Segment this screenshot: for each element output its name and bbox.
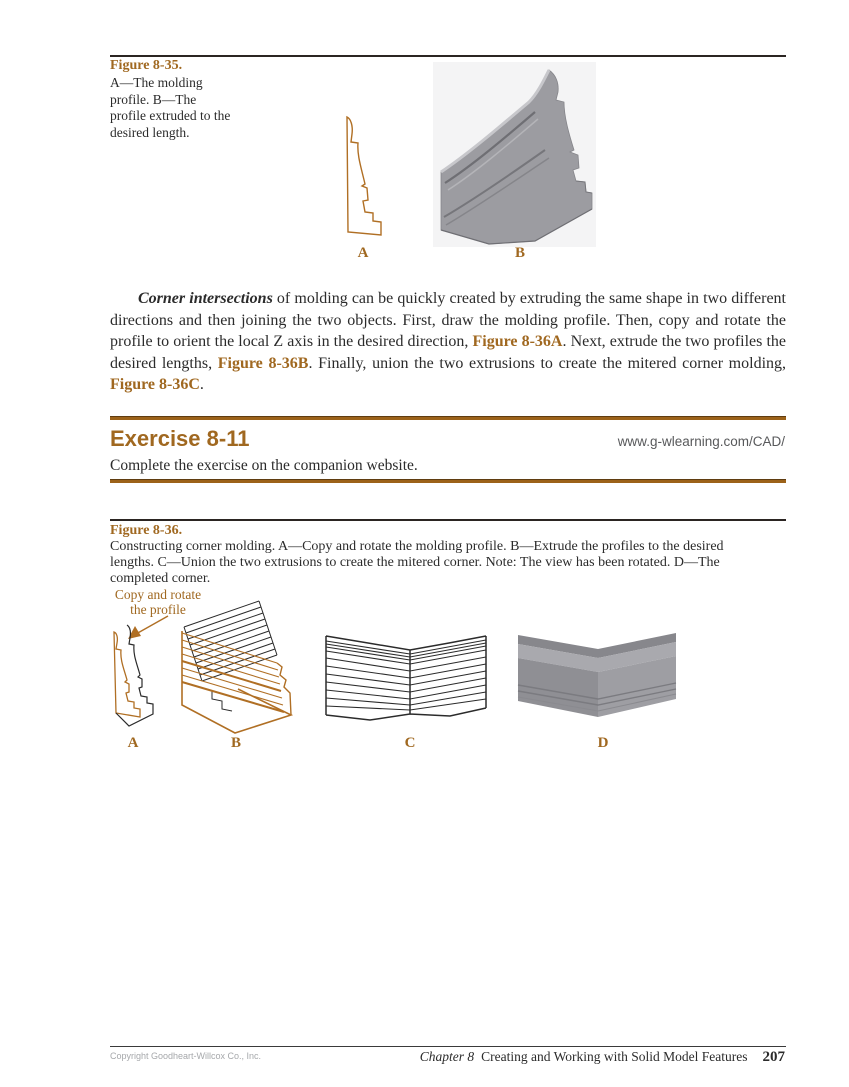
figure-ref-8-36b: Figure 8-36B xyxy=(217,354,309,372)
figure-8-36-label-a: A xyxy=(127,735,139,751)
figure-8-36-top-rule xyxy=(110,519,786,521)
footer-copyright: Copyright Goodheart-Willcox Co., Inc. xyxy=(110,1051,262,1061)
figure-8-36-label-b: B xyxy=(230,735,241,751)
wireframe-extrusions-image xyxy=(172,585,298,738)
page-number: 207 xyxy=(762,1049,785,1065)
exercise-top-rule xyxy=(110,416,786,420)
figure-ref-8-36c: Figure 8-36C xyxy=(110,376,200,394)
figure-8-36-label-c: C xyxy=(404,735,416,751)
figure-8-35-caption: A—The molding profile. B—The profile extruded to the desired length. xyxy=(110,75,231,140)
paragraph-text-4: . xyxy=(199,376,204,394)
figure-8-35-title: Figure 8-35. xyxy=(110,58,183,73)
figure-8-36-label-d: D xyxy=(597,735,609,751)
footer-rule xyxy=(110,1046,786,1047)
exercise-body: Complete the exercise on the companion website. xyxy=(110,457,418,474)
paragraph-text-1: of molding can be quickly created by extruding the same shape in two different directions and then joining the two objects. First, draw the molding profile. Then, copy and rotate the profile to orient the local Z axis in the desired direction, xyxy=(110,290,787,351)
molding-profile-image xyxy=(334,112,394,247)
figure-8-35-label-b: B xyxy=(514,245,525,261)
exercise-url: www.g-wlearning.com/CAD/ xyxy=(617,434,785,449)
figure-ref-8-36a: Figure 8-36A xyxy=(472,333,563,351)
footer-chapter-label: Chapter 8 xyxy=(419,1049,475,1064)
copied-rotated-profile-image xyxy=(106,614,170,738)
callout-line-2: the profile xyxy=(130,601,186,617)
footer-running-head xyxy=(420,1049,785,1066)
exercise-title: Exercise 8-11 xyxy=(110,426,250,451)
figure-8-35-top-rule xyxy=(110,55,786,57)
paragraph-text-2: . Next, extrude the two profiles the desired lengths, xyxy=(110,333,787,372)
body-paragraph xyxy=(110,288,786,396)
figure-8-35-label-a: A xyxy=(357,245,369,261)
figure-8-36-caption: Constructing corner molding. A—Copy and rotate the molding profile. B—Extrude the profiles to the desired lengths. C—Union the two extrusions to create the mitered corner. Note: The view has been rotated. D—The completed corner. xyxy=(110,539,724,586)
figure-8-36-title: Figure 8-36. xyxy=(110,523,183,538)
term-corner-intersections: Corner intersections xyxy=(138,290,273,307)
footer-chapter-title: Creating and Working with Solid Model Features xyxy=(481,1049,748,1064)
completed-corner-image xyxy=(510,623,682,719)
paragraph-text-3: . Finally, union the two extrusions to create the mitered corner molding, xyxy=(308,354,787,372)
callout-line-1: Copy and rotate xyxy=(114,587,202,602)
exercise-bottom-rule xyxy=(110,479,786,483)
union-wireframe-corner-image xyxy=(318,620,493,723)
extruded-molding-image xyxy=(433,62,596,247)
